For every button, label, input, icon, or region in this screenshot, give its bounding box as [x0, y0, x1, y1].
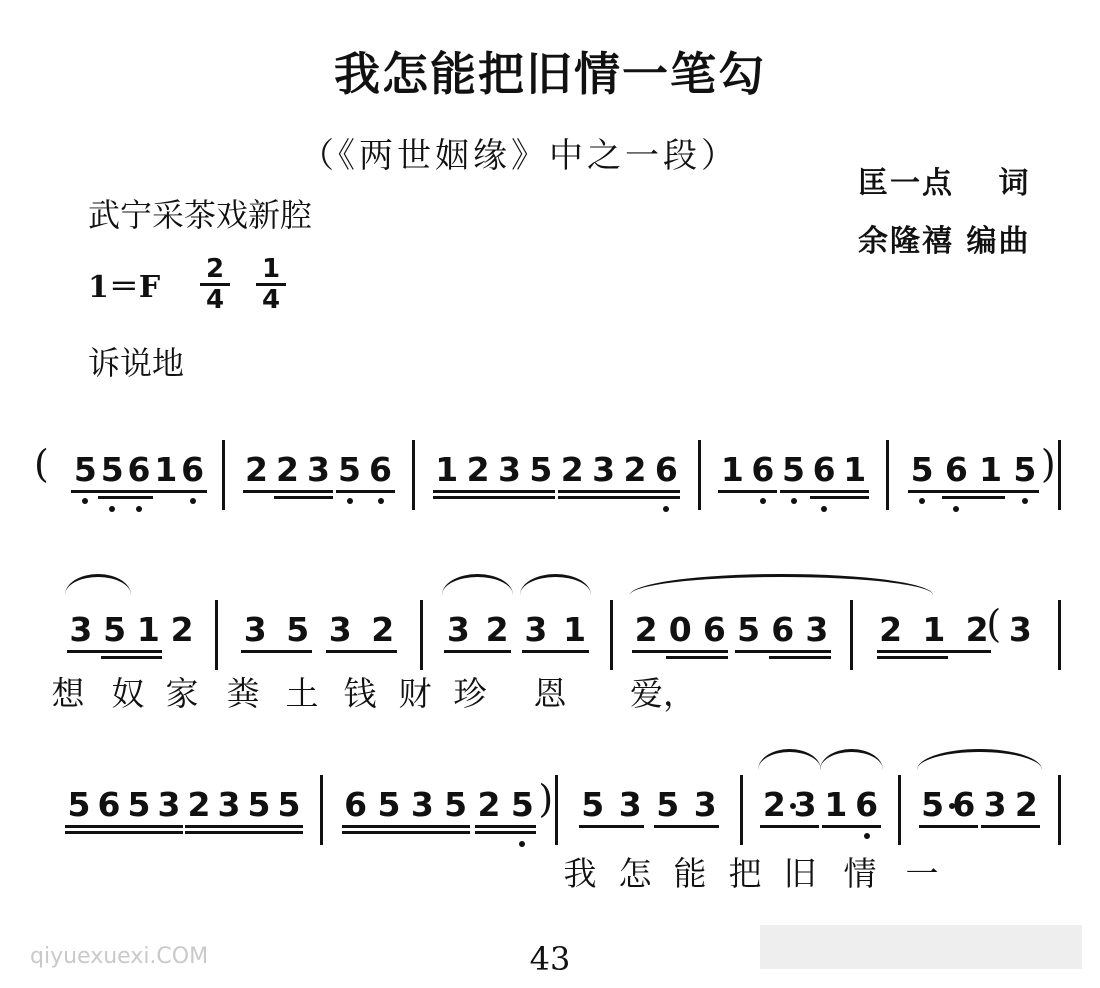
score-note [328, 610, 352, 650]
score-line [0, 440, 1100, 570]
note-digit: 1 [824, 785, 848, 824]
beam-underline [919, 825, 978, 828]
score-note [921, 785, 945, 825]
score-note [245, 450, 269, 490]
score-note [702, 610, 726, 650]
score-note [922, 610, 946, 650]
score-note [276, 450, 300, 490]
lyric-syllable: 爱， [630, 674, 696, 713]
open-parenthesis: ( [986, 602, 1002, 646]
score-note [944, 450, 968, 490]
score-note [187, 785, 211, 825]
note-digit: 6 [97, 785, 121, 824]
lyric-syllable: 旧 [783, 854, 817, 893]
note-digit: 1 [154, 450, 178, 489]
time-sig-numerator: 2 [200, 255, 230, 286]
close-parenthesis: ) [538, 777, 554, 821]
note-digit: 5 [444, 785, 468, 824]
lyric-syllable: 土 [285, 674, 319, 713]
note-digit: 3 [410, 785, 434, 824]
score-note [377, 785, 401, 825]
note-digit: 3 [497, 450, 521, 489]
score-note [127, 450, 151, 490]
score-note [446, 610, 470, 650]
low-octave-dot [378, 498, 384, 504]
note-digit: 0 [668, 610, 692, 649]
score-note [656, 785, 680, 825]
note-digit: 5 [103, 610, 127, 649]
note-digit: 6 [127, 450, 151, 489]
barline [698, 440, 701, 510]
score-note [560, 450, 584, 490]
score-note [466, 450, 490, 490]
score-note [843, 450, 867, 490]
score-note [623, 450, 647, 490]
barline [215, 600, 218, 670]
score-note [805, 610, 829, 650]
lyric-syllable: 情 [843, 854, 877, 893]
beam-underline [654, 825, 720, 828]
beam-underline [71, 490, 153, 493]
note-digit: 2 [879, 610, 903, 649]
note-digit: 6 [771, 610, 795, 649]
slur-arc [917, 749, 1043, 770]
beam-underline [981, 825, 1040, 828]
score-note [855, 785, 879, 825]
low-octave-dot [136, 506, 142, 512]
note-digit: 2 [187, 785, 211, 824]
beam-underline [243, 490, 333, 493]
beam-underline [433, 490, 555, 493]
note-digit: 3 [1008, 610, 1032, 649]
low-octave-dot [953, 506, 959, 512]
note-digit: 2 [466, 450, 490, 489]
score-note [563, 610, 587, 650]
beam-underline-double [342, 831, 470, 834]
note-digit: 2 [1014, 785, 1038, 824]
close-parenthesis: ) [1040, 442, 1056, 486]
beam-underline [241, 650, 312, 653]
score-note [444, 785, 468, 825]
slur-arc [758, 749, 821, 770]
subtitle: （《两世姻缘》中之一段） [300, 136, 739, 176]
low-octave-dot [791, 498, 797, 504]
score-note [338, 450, 362, 490]
note-digit: 2 [170, 610, 194, 649]
note-digit: 3 [618, 785, 642, 824]
note-digit: 3 [243, 610, 267, 649]
score-note [592, 450, 616, 490]
score-note [581, 785, 605, 825]
score-note [410, 785, 434, 825]
score-note [67, 785, 91, 825]
note-digit: 3 [793, 785, 817, 824]
note-digit: 5 [127, 785, 151, 824]
score-note [983, 785, 1007, 825]
time-signature-1-4 [256, 255, 286, 314]
lyric-syllable: 家 [165, 674, 199, 713]
low-octave-dot [82, 498, 88, 504]
note-digit: 3 [217, 785, 241, 824]
score-note [69, 610, 93, 650]
score-note [824, 785, 848, 825]
beam-underline-double [101, 656, 163, 659]
barline [610, 600, 613, 670]
note-digit: 1 [136, 610, 160, 649]
score-note [73, 450, 97, 490]
score-note [668, 610, 692, 650]
beam-underline [822, 825, 881, 828]
page-title: 我怎能把旧情一笔勾 [334, 47, 766, 101]
score-note [1014, 785, 1038, 825]
beam-underline [522, 650, 589, 653]
score-note [1013, 450, 1037, 490]
note-digit: 5 [377, 785, 401, 824]
beam-underline [632, 650, 728, 653]
open-parenthesis: ( [34, 442, 49, 486]
score-note [344, 785, 368, 825]
score-note [751, 450, 775, 490]
score-note [181, 450, 205, 490]
score-note [371, 610, 395, 650]
score-note [879, 610, 903, 650]
barline [420, 600, 423, 670]
lyric-syllable: 把 [728, 854, 762, 893]
note-digit: 3 [805, 610, 829, 649]
beam-underline [185, 825, 303, 828]
barline [555, 775, 558, 845]
score-note [771, 610, 795, 650]
beam-underline [908, 490, 1039, 493]
score-note [1008, 610, 1032, 650]
note-digit: 5 [656, 785, 680, 824]
note-digit: 5 [277, 785, 301, 824]
slur-arc [520, 574, 591, 595]
note-digit: 2 [762, 785, 786, 824]
score-note [524, 610, 548, 650]
note-digit: 6 [344, 785, 368, 824]
note-digit: 2 [560, 450, 584, 489]
note-digit: 5 [67, 785, 91, 824]
barline [222, 440, 225, 510]
score-note [910, 450, 934, 490]
score-note [97, 785, 121, 825]
beam-underline-double [433, 496, 555, 499]
composer-credit: 余隆禧 编曲 [858, 224, 1031, 259]
lyric-syllable: 一 [905, 854, 939, 893]
note-digit: 6 [181, 450, 205, 489]
low-octave-dot [109, 506, 115, 512]
expression-mark: 诉说地 [88, 344, 185, 382]
beam-underline [326, 650, 397, 653]
note-digit: 3 [524, 610, 548, 649]
beam-underline-double [877, 656, 948, 659]
lyric-syllable: 珍 [453, 674, 487, 713]
note-digit: 1 [843, 450, 867, 489]
note-digit: 2 [623, 450, 647, 489]
time-sig-denominator: 4 [261, 285, 281, 315]
score-note [529, 450, 553, 490]
low-octave-dot [864, 833, 870, 839]
score-note [217, 785, 241, 825]
low-octave-dot [663, 506, 669, 512]
lyricist-credit: 匡一点 词 [858, 166, 1031, 201]
page-number: 43 [529, 940, 571, 978]
note-digit: 5 [73, 450, 97, 489]
key-signature: 1＝F [88, 270, 161, 305]
slur-arc [442, 574, 513, 595]
barline [320, 775, 323, 845]
watermark: qiyuexuexi.COM [30, 944, 209, 969]
score-note [369, 450, 393, 490]
note-digit: 6 [812, 450, 836, 489]
low-octave-dot [347, 498, 353, 504]
score-note [307, 450, 331, 490]
lyric-syllable: 财 [398, 674, 432, 713]
beam-underline-double [65, 831, 183, 834]
note-digit: 6 [952, 785, 976, 824]
barline [898, 775, 901, 845]
note-digit: 2 [276, 450, 299, 489]
lyric-syllable: 恩 [533, 674, 567, 713]
score-note [435, 450, 459, 490]
score-note [782, 450, 806, 490]
note-digit: 1 [979, 450, 1003, 489]
note-digit: 5 [921, 785, 945, 824]
lyric-syllable: 想 [51, 674, 85, 713]
score-note [510, 785, 534, 825]
note-digit: 5 [737, 610, 761, 649]
time-sig-denominator: 4 [205, 285, 225, 315]
note-digit: 5 [286, 610, 310, 649]
note-digit: 2 [634, 610, 658, 649]
note-digit: 3 [307, 450, 330, 489]
note-digit: 3 [446, 610, 470, 649]
beam-underline-double [185, 831, 303, 834]
slur-arc [630, 574, 933, 595]
beam-underline-double [475, 831, 536, 834]
time-sig-numerator: 1 [256, 255, 286, 286]
beam-underline-double [98, 496, 153, 499]
score-note [654, 450, 678, 490]
score-note [693, 785, 717, 825]
note-digit: 3 [983, 785, 1007, 824]
note-digit: 5 [510, 785, 534, 824]
note-digit: 3 [157, 785, 181, 824]
score-note [243, 610, 267, 650]
beam-underline [579, 825, 645, 828]
barline [1058, 440, 1061, 510]
note-digit: 5 [247, 785, 271, 824]
score-note [952, 785, 976, 825]
lyric-syllable: 怎 [618, 854, 652, 893]
note-digit: 6 [944, 450, 968, 489]
note-digit: 3 [328, 610, 352, 649]
score-note [286, 610, 310, 650]
slur-arc [65, 574, 131, 595]
score-note [497, 450, 521, 490]
score-note [154, 450, 178, 490]
low-octave-dot [821, 506, 827, 512]
note-digit: 5 [910, 450, 934, 489]
low-octave-dot [1022, 498, 1028, 504]
beam-underline-double [942, 496, 1004, 499]
note-digit: 5 [581, 785, 605, 824]
lyric-syllable: 能 [673, 854, 707, 893]
note-digit: 2 [245, 450, 268, 489]
score-note [136, 610, 160, 650]
note-digit: 5 [529, 450, 553, 489]
barline [740, 775, 743, 845]
barline [1058, 775, 1061, 845]
note-digit: 6 [654, 450, 678, 489]
note-digit: 3 [69, 610, 93, 649]
score-note [127, 785, 151, 825]
barline [850, 600, 853, 670]
beam-underline [780, 490, 869, 493]
beam-underline [558, 490, 680, 493]
low-octave-dot [760, 498, 766, 504]
note-digit: 5 [782, 450, 805, 489]
note-digit: 1 [563, 610, 587, 649]
score-note [720, 450, 744, 490]
lyric-syllable: 奴 [111, 674, 145, 713]
beam-underline [877, 650, 992, 653]
score-note [634, 610, 658, 650]
note-digit: 1 [435, 450, 459, 489]
genre-label: 武宁采茶戏新腔 [88, 196, 313, 234]
beam-underline [152, 490, 207, 493]
score-note [247, 785, 271, 825]
barline [886, 440, 889, 510]
note-digit: 6 [751, 450, 775, 489]
beam-underline [444, 650, 511, 653]
score-note [793, 785, 817, 825]
note-digit: 5 [100, 450, 124, 489]
beam-underline-double [274, 496, 333, 499]
beam-underline [760, 825, 819, 828]
note-digit: 3 [592, 450, 616, 489]
barline [1058, 600, 1061, 670]
note-digit: 1 [922, 610, 946, 649]
note-digit: 2 [965, 610, 989, 649]
lyric-syllable: 我 [563, 854, 597, 893]
score-note [277, 785, 301, 825]
beam-underline-double [666, 656, 728, 659]
beam-underline [475, 825, 536, 828]
note-digit: 2 [485, 610, 509, 649]
note-digit: 5 [338, 450, 361, 489]
beam-underline-double [558, 496, 680, 499]
slur-arc [820, 749, 883, 770]
note-digit: 6 [855, 785, 879, 824]
note-digit: 5 [1013, 450, 1037, 489]
score-note [812, 450, 836, 490]
score-note [100, 450, 124, 490]
beam-underline-double [769, 656, 831, 659]
beam-underline [735, 650, 831, 653]
beam-underline [718, 490, 777, 493]
score-note [618, 785, 642, 825]
lyric-syllable: 钱 [343, 674, 377, 713]
low-octave-dot [919, 498, 925, 504]
score-note [157, 785, 181, 825]
low-octave-dot [190, 498, 196, 504]
low-octave-dot [519, 841, 525, 847]
beam-underline [67, 650, 163, 653]
beam-underline [342, 825, 470, 828]
note-digit: 3 [693, 785, 717, 824]
score-note [170, 610, 194, 650]
beam-underline-double [810, 496, 869, 499]
note-digit: 1 [720, 450, 744, 489]
note-digit: 6 [702, 610, 726, 649]
score-note [485, 610, 509, 650]
score-note [103, 610, 127, 650]
beam-underline [336, 490, 395, 493]
note-digit: 2 [371, 610, 395, 649]
note-digit: 6 [369, 450, 392, 489]
barline [412, 440, 415, 510]
note-digit: 2 [477, 785, 501, 824]
score-note [979, 450, 1003, 490]
lyric-syllable: 粪 [226, 674, 260, 713]
score-note [737, 610, 761, 650]
score-note [477, 785, 501, 825]
score-note [762, 785, 786, 825]
beam-underline [65, 825, 183, 828]
time-signature-2-4 [200, 255, 230, 314]
